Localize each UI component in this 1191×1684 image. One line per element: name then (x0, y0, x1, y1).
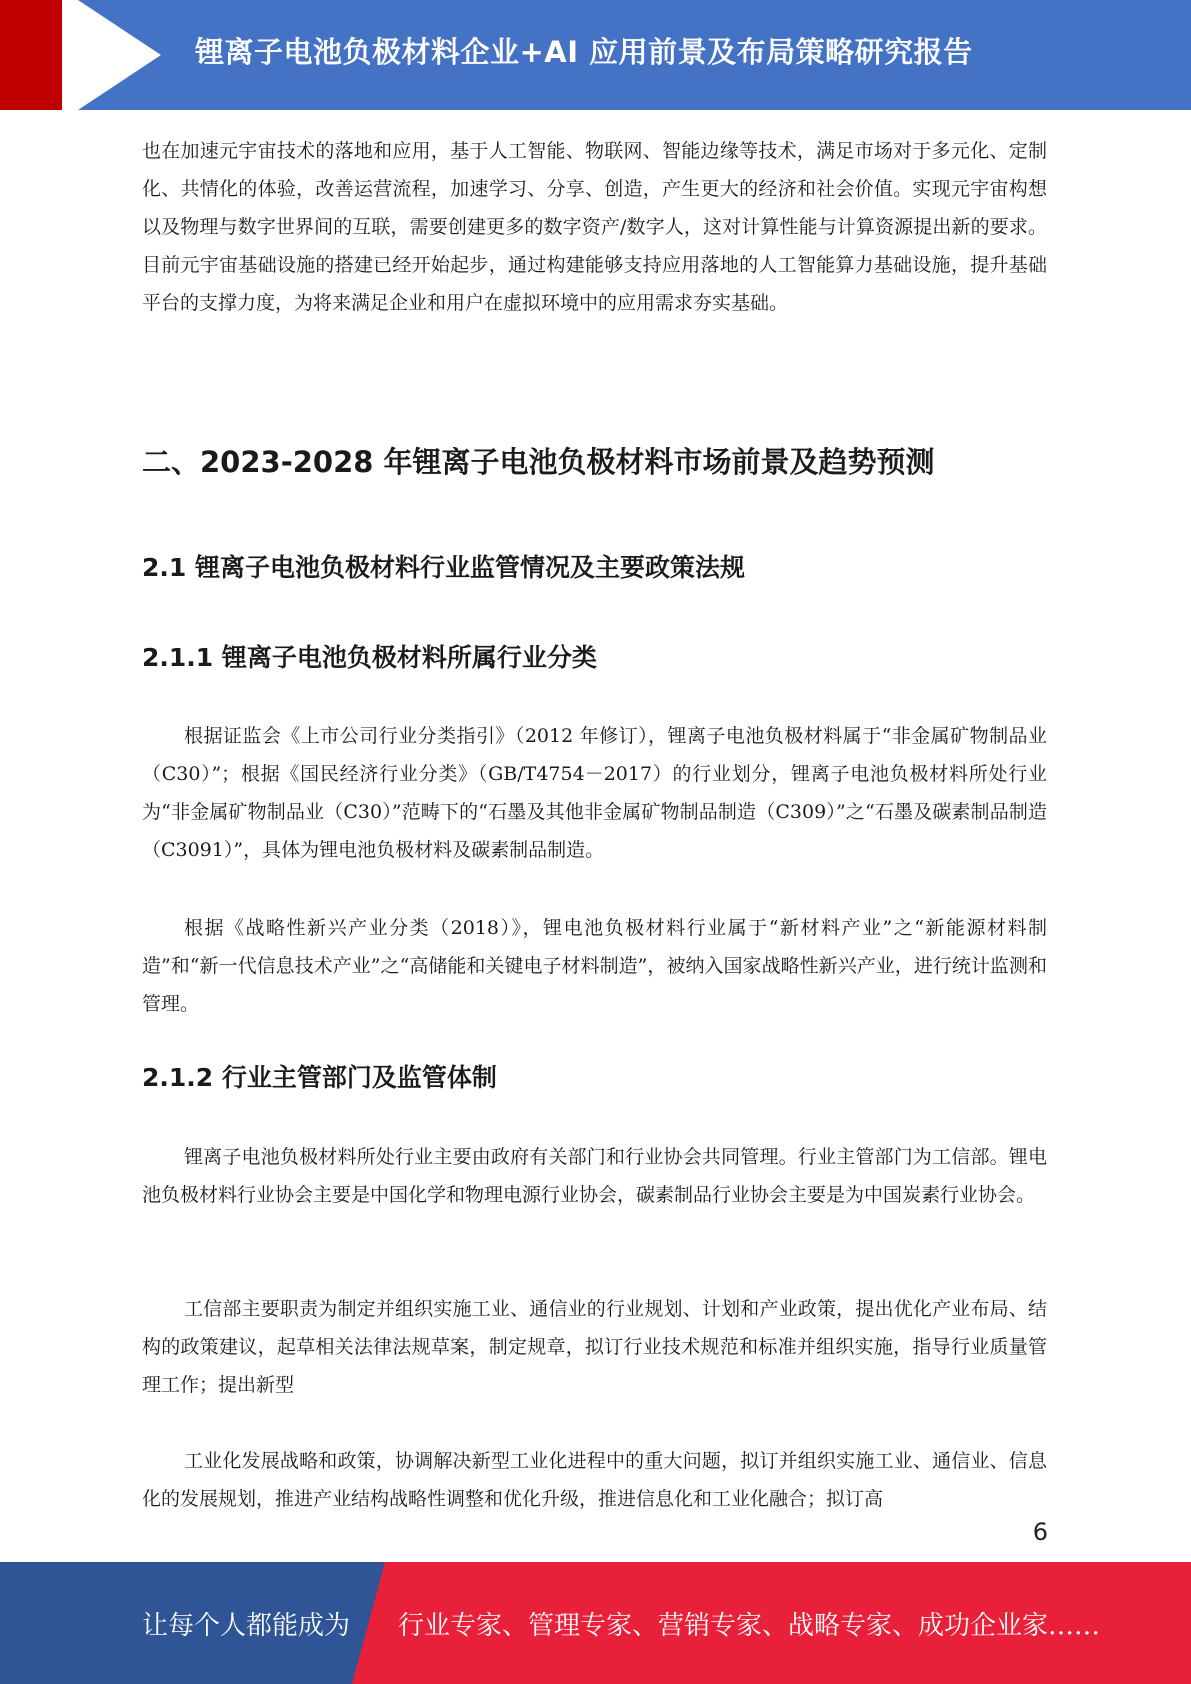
sub1-title: 2.1.1 锂离子电池负极材料所属行业分类 (142, 643, 597, 672)
sub2-paragraph-3: 工业化发展战略和政策，协调解决新型工业化进程中的重大问题，拟订并组织实施工业、通信业、信息化的发展规划，推进产业结构战略性调整和优化升级，推进信息化和工业化融合；拟订高 (142, 1450, 1047, 1510)
sub2-paragraph-2: 工信部主要职责为制定并组织实施工业、通信业的行业规划、计划和产业政策，提出优化产业布局、结构的政策建议，起草相关法律法规草案，制定规章，拟订行业技术规范和标准并组织实施，指导行业质量管理工作；提出新型 (142, 1298, 1047, 1396)
footer-slogan-right: 行业专家、管理专家、营销专家、战略专家、成功企业家…… (398, 1610, 1101, 1641)
report-title: 锂离子电池负极材料企业+AI 应用前景及布局策略研究报告 (195, 34, 973, 69)
footer-banner (0, 1562, 1191, 1684)
page-number: 6 (1032, 1518, 1048, 1546)
section-title: 二、2023-2028 年锂离子电池负极材料市场前景及趋势预测 (142, 445, 935, 479)
subsection-title: 2.1 锂离子电池负极材料行业监管情况及主要政策法规 (142, 553, 745, 582)
sub2-paragraph-1: 锂离子电池负极材料所处行业主要由政府有关部门和行业协会共同管理。行业主管部门为工信部。锂电池负极材料行业协会主要是中国化学和物理电源行业协会，碳素制品行业协会主要是为中国炭素行业协会。 (142, 1146, 1047, 1206)
sub1-paragraph-2: 根据《战略性新兴产业分类（2018）》，锂电池负极材料行业属于“新材料产业”之“新能源材料制造”和“新一代信息技术产业”之“高储能和关键电子材料制造”，被纳入国家战略性新兴产业，进行统计监测和管理。 (142, 917, 1047, 1015)
intro-paragraph: 也在加速元宇宙技术的落地和应用，基于人工智能、物联网、智能边缘等技术，满足市场对于多元化、定制化、共情化的体验，改善运营流程，加速学习、分享、创造，产生更大的经济和社会价值。实现元宇宙构想以及物理与数字世界间的互联，需要创建更多的数字资产/数字人，这对计算性能与计算资源提出新的要求。目前元宇宙基础设施的搭建已经开始起步，通过构建能够支持应用落地的人工智能算力基础设施，提升基础平台的支撑力度，为将来满足企业和用户在虚拟环境中的应用需求夯实基础。 (142, 140, 1047, 314)
header-banner (0, 0, 1191, 110)
footer-slogan-left: 让每个人都能成为 (142, 1610, 351, 1641)
sub1-paragraph-1: 根据证监会《上市公司行业分类指引》（2012 年修订），锂离子电池负极材料属于“非金属矿物制品业（C30）”；根据《国民经济行业分类》（GB/T4754－2017）的行业划分，锂离子电池负极材料所处行业为“非金属矿物制品业（C30）”范畴下的“石墨及其他非金属矿物制品制造（C309）”之“石墨及碳素制品制造（C3091）”，具体为锂电池负极材料及碳素制品制造。 (142, 725, 1047, 861)
sub2-title: 2.1.2 行业主管部门及监管体制 (142, 1063, 497, 1092)
